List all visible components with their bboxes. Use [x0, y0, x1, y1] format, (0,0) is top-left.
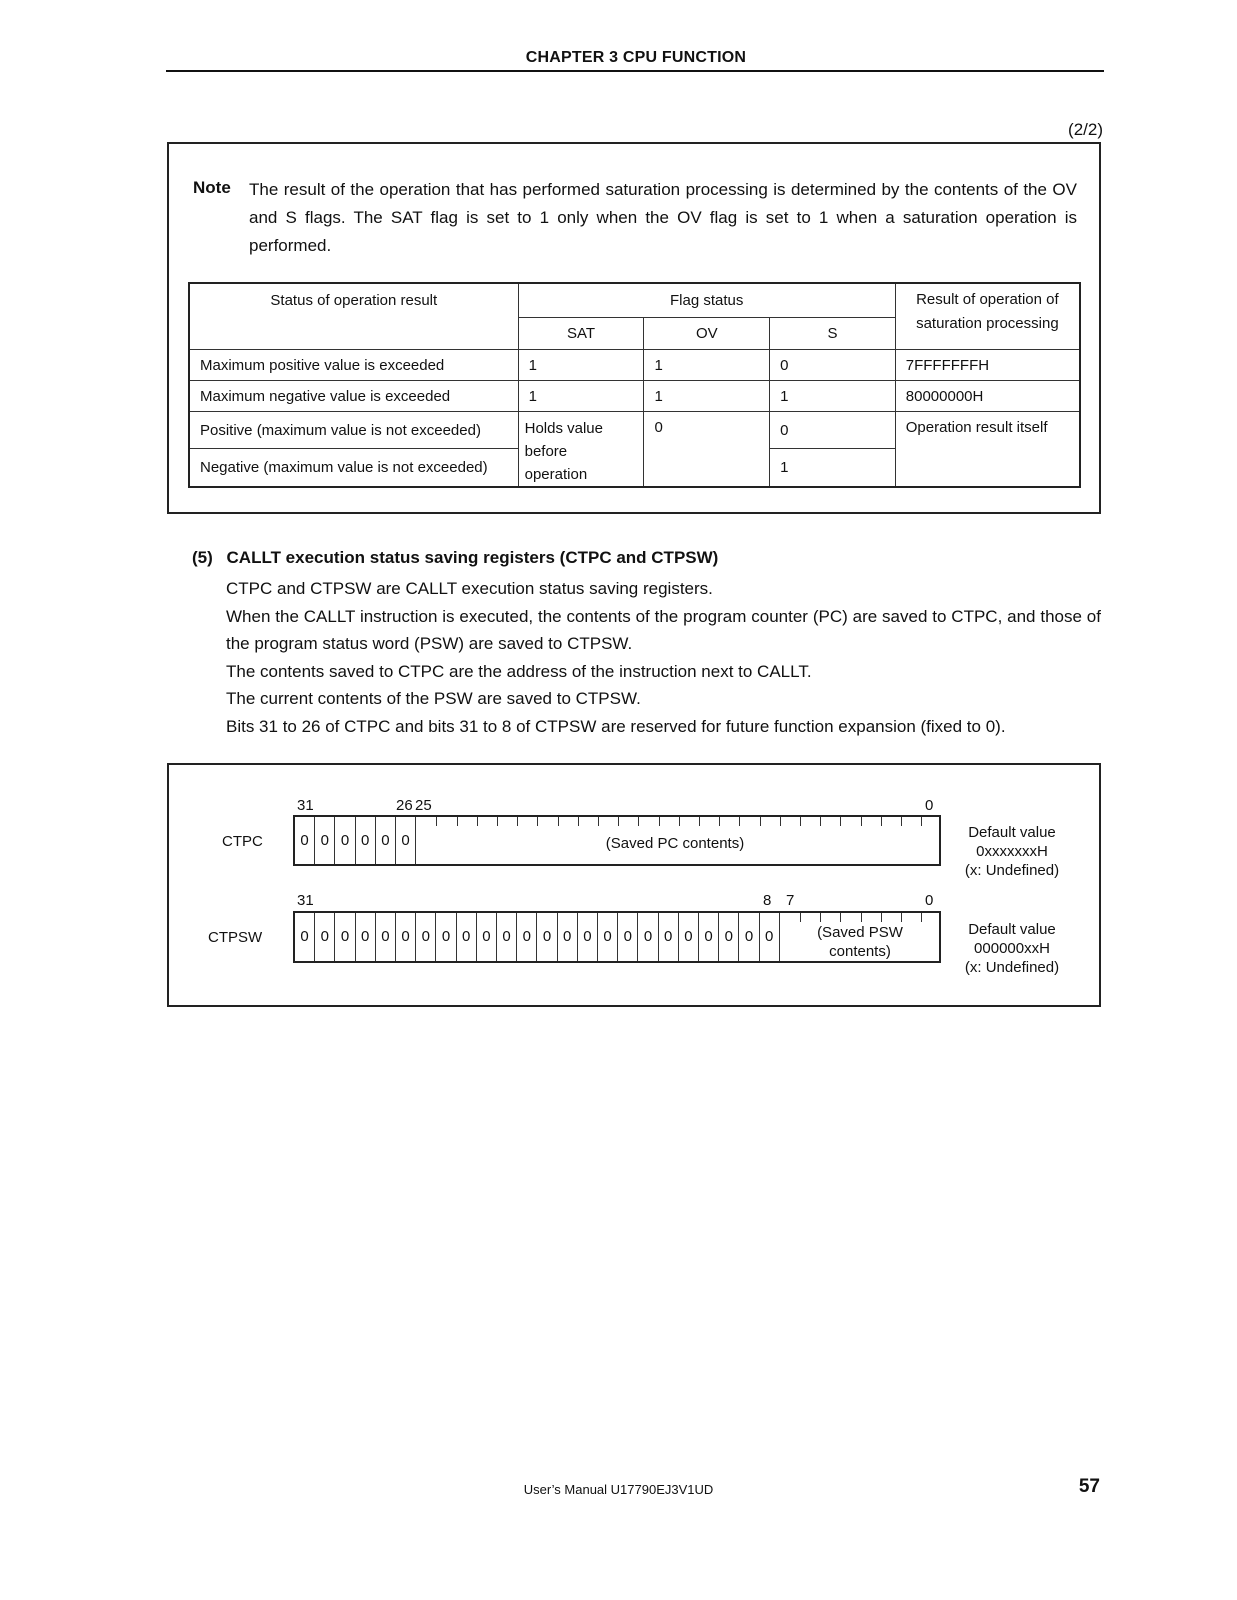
ctpc-bit-31: 31 [297, 797, 314, 814]
ctpsw-fixed-bit: 0 [638, 913, 658, 961]
ctpsw-fixed-bit: 0 [558, 913, 578, 961]
default-label: Default value [968, 824, 1056, 841]
ctpsw-bit-tick [921, 913, 922, 922]
note-label: Note [193, 178, 231, 197]
ctpc-fixed-bit: 0 [295, 817, 315, 864]
ctpsw-fixed-bit: 0 [436, 913, 456, 961]
ctpc-bit-tick [477, 817, 478, 826]
paragraph: CTPC and CTPSW are CALLT execution status saving registers. [226, 579, 713, 598]
header-s: S [770, 318, 896, 350]
ctpc-bit-tick [497, 817, 498, 826]
header-result: Result of operation of saturation processing [895, 283, 1080, 350]
row-ov: 1 [644, 350, 770, 381]
ctpc-bit-tick [820, 817, 821, 826]
ctpc-bit-tick [638, 817, 639, 826]
page-fraction: (2/2) [1068, 120, 1103, 139]
ctpc-bit-tick [457, 817, 458, 826]
ctpc-bit-tick [739, 817, 740, 826]
table-row [189, 412, 1080, 449]
table-row [189, 381, 1080, 412]
ctpc-bit-tick [598, 817, 599, 826]
ctpc-bit-tick [800, 817, 801, 826]
ctpsw-fixed-bit: 0 [315, 913, 335, 961]
ctpsw-bit-0: 0 [925, 892, 934, 909]
ctpsw-fixed-bit: 0 [376, 913, 396, 961]
ctpc-register [293, 815, 941, 866]
ctpc-label: CTPC [222, 833, 263, 850]
ctpsw-fixed-bit: 0 [457, 913, 477, 961]
ctpsw-fixed-bit: 0 [517, 913, 537, 961]
default-label: Default value [968, 921, 1056, 938]
ctpc-bit-tick [517, 817, 518, 826]
header-sat: SAT [518, 318, 644, 350]
row-result: 80000000H [895, 381, 1080, 412]
page-number: 57 [1078, 1476, 1100, 1497]
ctpc-bit-26: 26 [396, 797, 413, 814]
ctpsw-fixed-bit: 0 [659, 913, 679, 961]
ctpc-bit-25: 25 [415, 797, 432, 814]
ctpsw-fixed-bit: 0 [578, 913, 598, 961]
row-sat: 1 [518, 350, 644, 381]
ctpsw-bit-tick [881, 913, 882, 922]
row-ov: 1 [644, 381, 770, 412]
undefined-note: (x: Undefined) [964, 959, 1060, 976]
default-value: 000000xxH [974, 940, 1050, 957]
ctpc-bit-tick [578, 817, 579, 826]
ctpsw-default-value [947, 920, 1077, 977]
ctpc-fixed-bit: 0 [356, 817, 376, 864]
header-flag-status: Flag status [518, 283, 895, 318]
ctpsw-fixed-bit: 0 [416, 913, 436, 961]
ctpsw-bit-tick [800, 913, 801, 922]
paragraph: When the CALLT instruction is executed, the contents of the program counter (PC) are saved to CTPC, and those of the program status word (PSW) are saved to CTPSW. [226, 607, 1101, 653]
header-status: Status of operation result [189, 283, 518, 350]
row-status: Positive (maximum value is not exceeded) [189, 412, 518, 449]
row-status: Maximum negative value is exceeded [189, 381, 518, 412]
row-s: 1 [770, 381, 896, 412]
header-rule [166, 70, 1104, 72]
ctpsw-fixed-bit: 0 [679, 913, 699, 961]
ctpc-bit-tick [921, 817, 922, 826]
saturation-flag-table [188, 282, 1081, 488]
row-ov: 0 [644, 412, 770, 488]
ctpsw-field [785, 923, 935, 961]
ctpsw-field-line2: contents) [829, 943, 891, 960]
ctpsw-bit-tick [861, 913, 862, 922]
ctpc-bit-tick [840, 817, 841, 826]
ctpsw-fixed-bit: 0 [699, 913, 719, 961]
ctpc-bit-tick [719, 817, 720, 826]
row-s: 0 [770, 412, 896, 449]
ctpc-bit-tick [780, 817, 781, 826]
row-status: Maximum positive value is exceeded [189, 350, 518, 381]
default-value: 0xxxxxxxH [976, 843, 1048, 860]
ctpc-bit-tick [679, 817, 680, 826]
ctpsw-bit-8: 8 [763, 892, 772, 909]
ctpc-fixed-bit: 0 [335, 817, 355, 864]
paragraph: The contents saved to CTPC are the address of the instruction next to CALLT. [226, 662, 812, 681]
ctpsw-fixed-bit: 0 [295, 913, 315, 961]
ctpc-field: (Saved PC contents) [605, 835, 745, 852]
ctpsw-fixed-bit: 0 [598, 913, 618, 961]
ctpsw-fixed-bit: 0 [356, 913, 376, 961]
table-row [189, 350, 1080, 381]
ctpc-bit-tick [558, 817, 559, 826]
ctpsw-bit-tick [840, 913, 841, 922]
row-s: 1 [770, 449, 896, 487]
ctpsw-fixed-bit: 0 [396, 913, 416, 961]
ctpc-bit-tick [861, 817, 862, 826]
ctpc-fixed-bit: 0 [315, 817, 335, 864]
footer-manual: User’s Manual U17790EJ3V1UD [523, 1482, 714, 1497]
ctpsw-register [293, 911, 941, 963]
ctpc-bit-tick [699, 817, 700, 826]
ctpc-bit-0: 0 [925, 797, 934, 814]
row-result: Operation result itself [895, 412, 1080, 488]
chapter-header: CHAPTER 3 CPU FUNCTION [525, 49, 747, 66]
ctpc-fixed-bit: 0 [396, 817, 416, 864]
section-title [192, 548, 718, 568]
row-sat: Holds value before operation [518, 412, 644, 488]
ctpc-bit-tick [881, 817, 882, 826]
ctpsw-fixed-bit: 0 [477, 913, 497, 961]
ctpsw-fixed-bit: 0 [739, 913, 759, 961]
ctpsw-field-line1: (Saved PSW [817, 924, 903, 941]
section-number: (5) [192, 548, 213, 567]
header-ov: OV [644, 318, 770, 350]
row-sat: 1 [518, 381, 644, 412]
ctpsw-bit-31: 31 [297, 892, 314, 909]
ctpsw-bit-7: 7 [786, 892, 795, 909]
ctpsw-bit-tick [901, 913, 902, 922]
row-result: 7FFFFFFFH [895, 350, 1080, 381]
paragraph: The current contents of the PSW are saved to CTPSW. [226, 689, 641, 708]
ctpc-bit-tick [537, 817, 538, 826]
ctpsw-fixed-bit: 0 [618, 913, 638, 961]
ctpc-bit-tick [901, 817, 902, 826]
row-s: 0 [770, 350, 896, 381]
ctpsw-fixed-bit: 0 [719, 913, 739, 961]
row-status: Negative (maximum value is not exceeded) [189, 449, 518, 487]
ctpsw-label: CTPSW [208, 929, 263, 946]
ctpsw-fixed-bit: 0 [335, 913, 355, 961]
note-text: The result of the operation that has performed saturation processing is determined by the contents of the OV and S flags. The SAT flag is set to 1 only when the OV flag is set to 1 when a saturation operation is performed. [249, 180, 1077, 255]
ctpsw-fixed-bit: 0 [760, 913, 780, 961]
ctpc-bit-tick [659, 817, 660, 826]
ctpc-bit-tick [618, 817, 619, 826]
ctpsw-fixed-bit: 0 [537, 913, 557, 961]
ctpsw-fixed-bit: 0 [497, 913, 517, 961]
ctpsw-bit-tick [820, 913, 821, 922]
undefined-note: (x: Undefined) [964, 862, 1060, 879]
ctpc-bit-tick [760, 817, 761, 826]
ctpc-bit-tick [436, 817, 437, 826]
section-title-text: CALLT execution status saving registers (CTPC and CTPSW) [226, 548, 719, 567]
ctpc-default-value [947, 823, 1077, 880]
paragraph: Bits 31 to 26 of CTPC and bits 31 to 8 of CTPSW are reserved for future function expansion (fixed to 0). [226, 717, 1006, 736]
ctpc-fixed-bit: 0 [376, 817, 396, 864]
